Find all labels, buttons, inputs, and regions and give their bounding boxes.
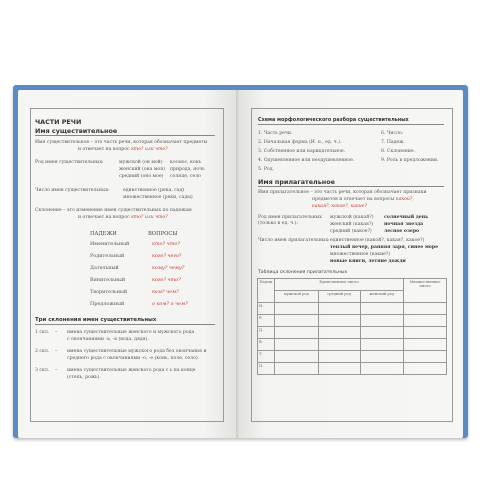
adj-number-line: множественное (какие?): [330, 252, 391, 257]
table-row: [258, 339, 447, 351]
gender-example: космос, конь: [170, 160, 202, 165]
parts-of-speech-title: ЧАСТИ РЕЧИ: [35, 118, 82, 126]
gender-line: женский (она моя): [119, 167, 165, 172]
declension-definition-line-2: и отвечает на вопрос кто? или что?: [78, 215, 168, 220]
case-question: кто? что?: [152, 241, 180, 247]
declension-text: имена существительные мужского рода без окончания и: [67, 349, 207, 354]
table-case-cell: В.: [258, 339, 275, 351]
adj-gender-label: Род имен прилагательных: [258, 215, 322, 220]
declension-number: 1 скл.: [35, 330, 50, 335]
table-row: [258, 351, 447, 363]
scheme-item: 3. Собственное или нарицательное.: [258, 149, 346, 154]
declension-text: с окончаниями -а, -я (вода, дядя).: [67, 337, 149, 342]
case-name: Предложный: [90, 301, 125, 307]
three-declensions-heading: Три склонения имен существительных: [35, 317, 157, 323]
scheme-item: 9. Роль в предложении.: [381, 158, 439, 163]
case-question: о ком? о чем?: [152, 301, 188, 307]
noun-heading: Имя существительное: [35, 127, 118, 135]
gender-line: мужской (он мой): [119, 160, 163, 165]
adj-gender-line: женский (какая?): [330, 222, 374, 227]
heading-divider: [258, 124, 444, 125]
table-subheader: мужской род: [275, 291, 319, 303]
declension-text: (степь, рожь).: [67, 375, 101, 380]
table-case-cell: Р.: [258, 315, 275, 327]
scheme-item: 7. Падеж.: [381, 140, 405, 145]
scheme-item: 4. Одушевленное или неодушевленное.: [258, 158, 355, 163]
declension-dash: –: [55, 330, 58, 335]
noun-definition-line-1: Имя существительное – это часть речи, которая обозначает предметы: [35, 140, 208, 145]
gender-label: Род имен существительных:: [35, 160, 104, 165]
number-line: множественное (реки, сады): [123, 195, 193, 200]
adj-number-example: новые книги, летние дожди: [330, 259, 406, 264]
table-header: Множественное число: [404, 279, 447, 303]
heading-divider: [35, 324, 215, 325]
gender-example: солнце, село: [170, 174, 201, 179]
case-name: Дательный: [90, 265, 119, 271]
table-case-cell: Д.: [258, 327, 275, 339]
case-question: кому? чему?: [152, 265, 185, 271]
scheme-item: 1. Часть речи.: [258, 131, 293, 136]
declension-text: имена существительные женского рода с ь на конце: [67, 368, 196, 373]
table-subheader: средний род: [318, 291, 360, 303]
right-page: [239, 90, 463, 438]
number-label: Число имен существительных:: [35, 188, 110, 193]
adjective-definition-line-1: Имя прилагательное – это часть речи, которая обозначает признаки: [258, 190, 427, 195]
left-page-frame: [30, 108, 224, 422]
declension-dash: –: [55, 368, 58, 373]
scheme-item: 8. Склонение.: [381, 149, 415, 154]
scheme-item: 6. Число.: [381, 131, 404, 136]
noun-definition-line-2: и отвечает на вопрос кто? или что?: [78, 147, 168, 152]
table-case-cell: Т.: [258, 351, 275, 363]
case-question: кем? чем?: [152, 289, 179, 295]
adj-gender-line: средний (какое?): [330, 229, 372, 234]
adj-gender-example: лесное озеро: [384, 229, 420, 234]
adjective-table-title: Таблица склонения прилагательных: [258, 270, 348, 275]
case-name: Винительный: [90, 277, 126, 283]
left-page: [18, 90, 237, 438]
scheme-item: 5. Род.: [258, 167, 274, 172]
questions-header: ВОПРОСЫ: [148, 231, 178, 237]
adj-number-line: единственное (какой?, какая?, какое?): [330, 238, 425, 243]
heading-divider: [258, 186, 444, 187]
gender-line: средний (оно мое): [119, 174, 164, 179]
adjective-declension-table: [257, 278, 447, 375]
heading-divider: [35, 135, 215, 136]
adj-gender-example: ночная звезда: [384, 222, 424, 227]
adj-gender-label: (только в ед. ч.):: [258, 221, 298, 226]
table-case-cell: П.: [258, 363, 275, 375]
case-name: Родительный: [90, 253, 125, 259]
case-question: кого? чего?: [152, 253, 182, 259]
table-header: Единственное число: [275, 279, 404, 291]
gender-example: природа, ночь: [170, 167, 205, 172]
declension-text: среднего рода с окончаниями -о, -е (конь, поле, село).: [67, 356, 200, 361]
case-name: Творительный: [90, 289, 128, 295]
table-case-cell: И.: [258, 303, 275, 315]
declension-number: 2 скл.: [35, 349, 50, 354]
table-row: [258, 327, 447, 339]
declension-text: имена существительные женского и мужского рода: [67, 330, 195, 335]
number-line: единственное (река, сад): [123, 188, 185, 193]
adj-gender-line: мужской (какой?): [330, 215, 374, 220]
table-row: [258, 303, 447, 315]
declension-definition-line-1: Склонение – это изменение имен существительных по падежам: [35, 208, 192, 213]
table-header-row: [258, 279, 447, 291]
adj-number-label: Число имен прилагательных:: [258, 238, 330, 243]
table-subheader: женский род: [360, 291, 403, 303]
declension-number: 3 скл.: [35, 368, 50, 373]
table-row: [258, 363, 447, 375]
table-row: [258, 315, 447, 327]
case-name: Именительный: [90, 241, 130, 247]
adj-number-example: теплый вечер, ранняя заря, синее море: [330, 245, 439, 250]
adjective-definition-line-3: какая?, какое?, какие?: [312, 204, 367, 209]
scheme-item: 2. Начальная форма (И. п., ед. ч.).: [258, 140, 342, 145]
adjective-definition-line-2: предметов и отвечает на вопросы какой?,: [312, 197, 414, 202]
declension-dash: –: [55, 349, 58, 354]
cases-header: ПАДЕЖИ: [90, 231, 117, 237]
adjective-heading: Имя прилагательное: [258, 178, 335, 186]
case-question: кого? что?: [152, 277, 181, 283]
morphology-scheme-title: Схема морфологического разбора существительных: [258, 117, 409, 123]
adj-gender-example: солнечный день: [384, 215, 429, 220]
table-header: Падеж: [258, 279, 275, 303]
